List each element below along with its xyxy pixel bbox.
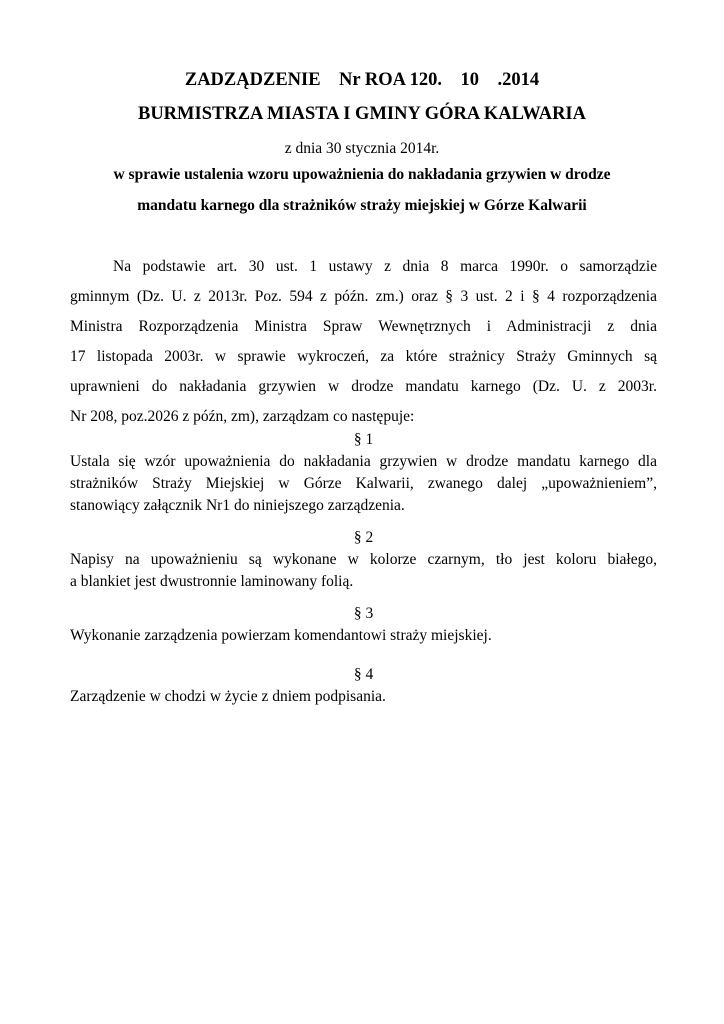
preamble-line: uprawnieni do nakładania grzywien w drodze mandatu karnego (Dz. U. z 2003r. bbox=[70, 378, 657, 395]
document-issuer: BURMISTRZA MIASTA I GMINY GÓRA KALWARIA bbox=[137, 104, 586, 124]
section-line: Napisy na upoważnieniu są wykonane w kolorze czarnym, tło jest koloru białego, bbox=[70, 551, 657, 568]
preamble-line: Na podstawie art. 30 ust. 1 ustawy z dnia 8 marca 1990r. o samorządzie bbox=[113, 258, 657, 275]
section-line: strażników Straży Miejskiej w Górze Kalwarii, zwanego dalej „upoważnieniem”, bbox=[70, 475, 657, 492]
document-subject-line-2: mandatu karnego dla strażników straży miejskiej w Górze Kalwarii bbox=[137, 197, 587, 214]
preamble-line: Nr 208, poz.2026 z późn, zm), zarządzam co następuje: bbox=[70, 408, 415, 425]
preamble-line: 17 listopada 2003r. w sprawie wykroczeń, za które strażnicy Straży Gminnych są bbox=[70, 348, 657, 365]
section-line: Wykonanie zarządzenia powierzam komendantowi straży miejskiej. bbox=[70, 627, 492, 644]
section-line: stanowiący załącznik Nr1 do niniejszego zarządzenia. bbox=[70, 497, 405, 514]
section-line: a blankiet jest dwustronnie laminowany folią. bbox=[70, 573, 354, 590]
section-number: § 3 bbox=[353, 605, 374, 622]
section-2 bbox=[70, 527, 657, 593]
section-4 bbox=[70, 664, 657, 708]
document-date: z dnia 30 stycznia 2014r. bbox=[284, 140, 440, 157]
section-number: § 2 bbox=[353, 529, 374, 546]
section-1 bbox=[70, 429, 657, 517]
preamble bbox=[70, 252, 657, 432]
preamble-line: Ministra Rozporządzenia Ministra Spraw Wewnętrznych i Administracji z dnia bbox=[70, 318, 657, 335]
section-line: Ustala się wzór upoważnienia do nakładania grzywien w drodze mandatu karnego dla bbox=[70, 453, 657, 470]
section-line: Zarządzenie w chodzi w życie z dniem podpisania. bbox=[70, 688, 386, 705]
section-number: § 1 bbox=[353, 431, 374, 448]
document-subject-line-1: w sprawie ustalenia wzoru upoważnienia do nakładania grzywien w drodze bbox=[113, 166, 611, 183]
section-number: § 4 bbox=[353, 666, 374, 683]
preamble-line: gminnym (Dz. U. z 2013r. Poz. 594 z późn. zm.) oraz § 3 ust. 2 i § 4 rozporządzenia bbox=[70, 288, 657, 305]
section-3 bbox=[70, 603, 657, 647]
document-title: ZADZĄDZENIE Nr ROA 120. 10 .2014 bbox=[184, 70, 540, 90]
